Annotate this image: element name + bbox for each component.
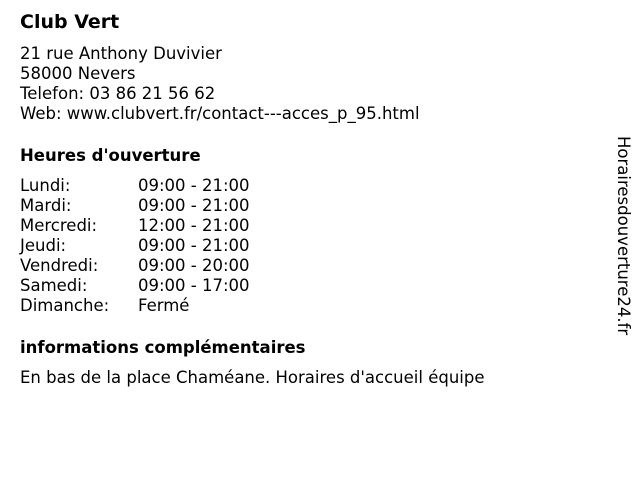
site-watermark: Horairesdouverture24.fr [614, 136, 633, 336]
website-line[interactable]: Web: www.clubvert.fr/contact---acces_p_95.html [20, 104, 420, 123]
hours-time: 09:00 - 21:00 [138, 236, 250, 255]
hours-day: Mercredi: [20, 216, 98, 235]
hours-row [20, 196, 600, 216]
hours-row [20, 236, 600, 256]
business-name: Club Vert [20, 11, 120, 33]
hours-time: Fermé [138, 296, 190, 315]
hours-time: 09:00 - 20:00 [138, 256, 250, 275]
hours-time: 09:00 - 17:00 [138, 276, 250, 295]
hours-row [20, 176, 600, 196]
opening-hours-title: Heures d'ouverture [20, 146, 201, 165]
hours-day: Lundi: [20, 176, 71, 195]
hours-row [20, 276, 600, 296]
phone-line: Telefon: 03 86 21 56 62 [20, 84, 216, 103]
additional-info-text: En bas de la place Chaméane. Horaires d'accueil équipe [20, 368, 485, 387]
hours-day: Samedi: [20, 276, 88, 295]
hours-time: 12:00 - 21:00 [138, 216, 250, 235]
opening-hours-table [20, 176, 600, 316]
hours-row [20, 296, 600, 316]
address-line-2: 58000 Nevers [20, 64, 136, 83]
address-line-1: 21 rue Anthony Duvivier [20, 44, 222, 63]
hours-row [20, 216, 600, 236]
hours-time: 09:00 - 21:00 [138, 176, 250, 195]
hours-row [20, 256, 600, 276]
hours-day: Dimanche: [20, 296, 110, 315]
business-card [20, 10, 600, 388]
additional-info-title: informations complémentaires [20, 338, 306, 357]
hours-day: Jeudi: [20, 236, 67, 255]
hours-time: 09:00 - 21:00 [138, 196, 250, 215]
hours-day: Mardi: [20, 196, 72, 215]
hours-day: Vendredi: [20, 256, 99, 275]
